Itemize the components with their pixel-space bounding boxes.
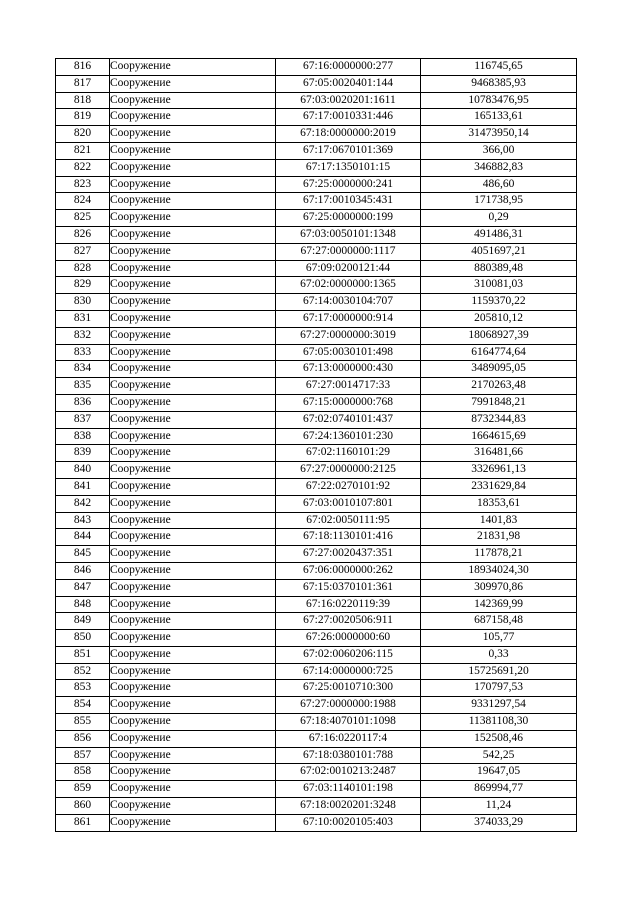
table-row xyxy=(56,277,577,294)
object-type-cell: Сооружение xyxy=(110,462,276,479)
cadastral-value-cell: 15725691,20 xyxy=(421,663,577,680)
object-type-cell: Сооружение xyxy=(110,92,276,109)
cadastral-number-cell: 67:03:0050101:1348 xyxy=(276,226,421,243)
cadastral-value-cell: 8732344,83 xyxy=(421,411,577,428)
cadastral-value-cell: 486,60 xyxy=(421,176,577,193)
cadastral-number-cell: 67:26:0000000:60 xyxy=(276,630,421,647)
table-row xyxy=(56,596,577,613)
cadastral-value-cell: 11381108,30 xyxy=(421,714,577,731)
cadastral-number-cell: 67:03:0010107:801 xyxy=(276,495,421,512)
row-number-cell: 842 xyxy=(56,495,110,512)
cadastral-value-cell: 0,33 xyxy=(421,646,577,663)
table-row xyxy=(56,462,577,479)
table-row xyxy=(56,781,577,798)
object-type-cell: Сооружение xyxy=(110,126,276,143)
row-number-cell: 837 xyxy=(56,411,110,428)
cadastral-value-cell: 18068927,39 xyxy=(421,327,577,344)
cadastral-value-cell: 3326961,13 xyxy=(421,462,577,479)
cadastral-value-cell: 105,77 xyxy=(421,630,577,647)
table-row xyxy=(56,75,577,92)
cadastral-number-cell: 67:18:1130101:416 xyxy=(276,529,421,546)
object-type-cell: Сооружение xyxy=(110,310,276,327)
table-row xyxy=(56,747,577,764)
table-row xyxy=(56,814,577,831)
object-type-cell: Сооружение xyxy=(110,428,276,445)
cadastral-number-cell: 67:17:0010331:446 xyxy=(276,109,421,126)
cadastral-number-cell: 67:24:1360101:230 xyxy=(276,428,421,445)
table-row xyxy=(56,428,577,445)
object-type-cell: Сооружение xyxy=(110,109,276,126)
row-number-cell: 826 xyxy=(56,226,110,243)
cadastral-number-cell: 67:17:1350101:15 xyxy=(276,159,421,176)
cadastral-number-cell: 67:03:1140101:198 xyxy=(276,781,421,798)
cadastral-value-cell: 542,25 xyxy=(421,747,577,764)
cadastral-value-cell: 152508,46 xyxy=(421,730,577,747)
row-number-cell: 857 xyxy=(56,747,110,764)
object-type-cell: Сооружение xyxy=(110,680,276,697)
cadastral-number-cell: 67:27:0014717:33 xyxy=(276,378,421,395)
row-number-cell: 843 xyxy=(56,512,110,529)
row-number-cell: 831 xyxy=(56,310,110,327)
table-row xyxy=(56,730,577,747)
table-row xyxy=(56,327,577,344)
object-type-cell: Сооружение xyxy=(110,411,276,428)
cadastral-value-cell: 205810,12 xyxy=(421,310,577,327)
row-number-cell: 861 xyxy=(56,814,110,831)
cadastral-value-cell: 366,00 xyxy=(421,142,577,159)
cadastral-number-cell: 67:10:0020105:403 xyxy=(276,814,421,831)
object-type-cell: Сооружение xyxy=(110,714,276,731)
cadastral-value-cell: 171738,95 xyxy=(421,193,577,210)
object-type-cell: Сооружение xyxy=(110,478,276,495)
object-type-cell: Сооружение xyxy=(110,260,276,277)
row-number-cell: 841 xyxy=(56,478,110,495)
object-type-cell: Сооружение xyxy=(110,562,276,579)
cadastral-number-cell: 67:22:0270101:92 xyxy=(276,478,421,495)
cadastral-number-cell: 67:02:1160101:29 xyxy=(276,445,421,462)
object-type-cell: Сооружение xyxy=(110,814,276,831)
cadastral-value-cell: 1401,83 xyxy=(421,512,577,529)
object-type-cell: Сооружение xyxy=(110,596,276,613)
property-registry-table xyxy=(55,58,577,832)
object-type-cell: Сооружение xyxy=(110,361,276,378)
table-row xyxy=(56,646,577,663)
cadastral-value-cell: 3489095,05 xyxy=(421,361,577,378)
object-type-cell: Сооружение xyxy=(110,764,276,781)
table-row xyxy=(56,663,577,680)
row-number-cell: 854 xyxy=(56,697,110,714)
cadastral-number-cell: 67:16:0220117:4 xyxy=(276,730,421,747)
cadastral-number-cell: 67:02:0060206:115 xyxy=(276,646,421,663)
object-type-cell: Сооружение xyxy=(110,226,276,243)
row-number-cell: 827 xyxy=(56,243,110,260)
table-row xyxy=(56,159,577,176)
object-type-cell: Сооружение xyxy=(110,697,276,714)
cadastral-value-cell: 310081,03 xyxy=(421,277,577,294)
cadastral-value-cell: 4051697,21 xyxy=(421,243,577,260)
object-type-cell: Сооружение xyxy=(110,59,276,76)
object-type-cell: Сооружение xyxy=(110,176,276,193)
cadastral-value-cell: 117878,21 xyxy=(421,546,577,563)
table-row xyxy=(56,361,577,378)
cadastral-number-cell: 67:15:0000000:768 xyxy=(276,394,421,411)
row-number-cell: 825 xyxy=(56,210,110,227)
cadastral-number-cell: 67:06:0000000:262 xyxy=(276,562,421,579)
cadastral-value-cell: 116745,65 xyxy=(421,59,577,76)
cadastral-number-cell: 67:05:0030101:498 xyxy=(276,344,421,361)
cadastral-number-cell: 67:15:0370101:361 xyxy=(276,579,421,596)
cadastral-value-cell: 491486,31 xyxy=(421,226,577,243)
cadastral-value-cell: 309970,86 xyxy=(421,579,577,596)
row-number-cell: 852 xyxy=(56,663,110,680)
row-number-cell: 816 xyxy=(56,59,110,76)
object-type-cell: Сооружение xyxy=(110,75,276,92)
cadastral-value-cell: 880389,48 xyxy=(421,260,577,277)
cadastral-value-cell: 687158,48 xyxy=(421,613,577,630)
table-row xyxy=(56,562,577,579)
object-type-cell: Сооружение xyxy=(110,663,276,680)
row-number-cell: 845 xyxy=(56,546,110,563)
table-row xyxy=(56,210,577,227)
row-number-cell: 847 xyxy=(56,579,110,596)
cadastral-number-cell: 67:14:0030104:707 xyxy=(276,294,421,311)
table-row xyxy=(56,226,577,243)
object-type-cell: Сооружение xyxy=(110,294,276,311)
object-type-cell: Сооружение xyxy=(110,646,276,663)
cadastral-value-cell: 0,29 xyxy=(421,210,577,227)
row-number-cell: 856 xyxy=(56,730,110,747)
cadastral-number-cell: 67:25:0000000:241 xyxy=(276,176,421,193)
cadastral-number-cell: 67:16:0000000:277 xyxy=(276,59,421,76)
object-type-cell: Сооружение xyxy=(110,277,276,294)
table-row xyxy=(56,495,577,512)
cadastral-number-cell: 67:05:0020401:144 xyxy=(276,75,421,92)
table-row xyxy=(56,394,577,411)
row-number-cell: 817 xyxy=(56,75,110,92)
object-type-cell: Сооружение xyxy=(110,630,276,647)
cadastral-number-cell: 67:09:0200121:44 xyxy=(276,260,421,277)
table-row xyxy=(56,310,577,327)
cadastral-number-cell: 67:17:0010345:431 xyxy=(276,193,421,210)
table-row xyxy=(56,411,577,428)
object-type-cell: Сооружение xyxy=(110,327,276,344)
cadastral-number-cell: 67:27:0000000:3019 xyxy=(276,327,421,344)
cadastral-value-cell: 18353,61 xyxy=(421,495,577,512)
cadastral-value-cell: 165133,61 xyxy=(421,109,577,126)
table-row xyxy=(56,764,577,781)
cadastral-number-cell: 67:13:0000000:430 xyxy=(276,361,421,378)
cadastral-value-cell: 9468385,93 xyxy=(421,75,577,92)
object-type-cell: Сооружение xyxy=(110,529,276,546)
row-number-cell: 828 xyxy=(56,260,110,277)
object-type-cell: Сооружение xyxy=(110,579,276,596)
cadastral-number-cell: 67:25:0000000:199 xyxy=(276,210,421,227)
row-number-cell: 858 xyxy=(56,764,110,781)
cadastral-value-cell: 1664615,69 xyxy=(421,428,577,445)
cadastral-value-cell: 10783476,95 xyxy=(421,92,577,109)
object-type-cell: Сооружение xyxy=(110,445,276,462)
object-type-cell: Сооружение xyxy=(110,394,276,411)
cadastral-number-cell: 67:17:0000000:914 xyxy=(276,310,421,327)
table-row xyxy=(56,59,577,76)
table-row xyxy=(56,714,577,731)
row-number-cell: 823 xyxy=(56,176,110,193)
table-row xyxy=(56,243,577,260)
cadastral-number-cell: 67:27:0000000:1117 xyxy=(276,243,421,260)
cadastral-value-cell: 374033,29 xyxy=(421,814,577,831)
object-type-cell: Сооружение xyxy=(110,378,276,395)
table-row xyxy=(56,613,577,630)
cadastral-number-cell: 67:27:0020437:351 xyxy=(276,546,421,563)
table-row xyxy=(56,260,577,277)
object-type-cell: Сооружение xyxy=(110,546,276,563)
cadastral-number-cell: 67:16:0220119:39 xyxy=(276,596,421,613)
row-number-cell: 822 xyxy=(56,159,110,176)
row-number-cell: 839 xyxy=(56,445,110,462)
row-number-cell: 829 xyxy=(56,277,110,294)
cadastral-value-cell: 19647,05 xyxy=(421,764,577,781)
cadastral-value-cell: 1159370,22 xyxy=(421,294,577,311)
table-row xyxy=(56,126,577,143)
cadastral-number-cell: 67:18:0020201:3248 xyxy=(276,798,421,815)
table-row xyxy=(56,546,577,563)
row-number-cell: 851 xyxy=(56,646,110,663)
cadastral-number-cell: 67:02:0000000:1365 xyxy=(276,277,421,294)
object-type-cell: Сооружение xyxy=(110,747,276,764)
cadastral-value-cell: 170797,53 xyxy=(421,680,577,697)
table-row xyxy=(56,798,577,815)
row-number-cell: 838 xyxy=(56,428,110,445)
table-row xyxy=(56,92,577,109)
row-number-cell: 860 xyxy=(56,798,110,815)
cadastral-value-cell: 142369,99 xyxy=(421,596,577,613)
table-row xyxy=(56,680,577,697)
row-number-cell: 853 xyxy=(56,680,110,697)
row-number-cell: 840 xyxy=(56,462,110,479)
cadastral-value-cell: 11,24 xyxy=(421,798,577,815)
row-number-cell: 834 xyxy=(56,361,110,378)
row-number-cell: 848 xyxy=(56,596,110,613)
row-number-cell: 832 xyxy=(56,327,110,344)
cadastral-value-cell: 18934024,30 xyxy=(421,562,577,579)
row-number-cell: 819 xyxy=(56,109,110,126)
row-number-cell: 859 xyxy=(56,781,110,798)
object-type-cell: Сооружение xyxy=(110,495,276,512)
table-row xyxy=(56,445,577,462)
table-row xyxy=(56,630,577,647)
table-row xyxy=(56,478,577,495)
cadastral-number-cell: 67:27:0020506:911 xyxy=(276,613,421,630)
object-type-cell: Сооружение xyxy=(110,781,276,798)
cadastral-value-cell: 2331629,84 xyxy=(421,478,577,495)
table-row xyxy=(56,294,577,311)
cadastral-number-cell: 67:17:0670101:369 xyxy=(276,142,421,159)
object-type-cell: Сооружение xyxy=(110,344,276,361)
table-row xyxy=(56,697,577,714)
row-number-cell: 846 xyxy=(56,562,110,579)
table-row xyxy=(56,378,577,395)
object-type-cell: Сооружение xyxy=(110,730,276,747)
table-row xyxy=(56,176,577,193)
row-number-cell: 818 xyxy=(56,92,110,109)
table-row xyxy=(56,109,577,126)
cadastral-number-cell: 67:02:0050111:95 xyxy=(276,512,421,529)
cadastral-value-cell: 31473950,14 xyxy=(421,126,577,143)
table-row xyxy=(56,512,577,529)
row-number-cell: 830 xyxy=(56,294,110,311)
object-type-cell: Сооружение xyxy=(110,243,276,260)
cadastral-number-cell: 67:27:0000000:2125 xyxy=(276,462,421,479)
cadastral-value-cell: 869994,77 xyxy=(421,781,577,798)
registry-table-body xyxy=(56,59,577,832)
cadastral-number-cell: 67:25:0010710:300 xyxy=(276,680,421,697)
cadastral-number-cell: 67:03:0020201:1611 xyxy=(276,92,421,109)
row-number-cell: 844 xyxy=(56,529,110,546)
row-number-cell: 850 xyxy=(56,630,110,647)
cadastral-value-cell: 6164774,64 xyxy=(421,344,577,361)
object-type-cell: Сооружение xyxy=(110,142,276,159)
cadastral-value-cell: 21831,98 xyxy=(421,529,577,546)
row-number-cell: 849 xyxy=(56,613,110,630)
cadastral-value-cell: 9331297,54 xyxy=(421,697,577,714)
object-type-cell: Сооружение xyxy=(110,613,276,630)
cadastral-number-cell: 67:18:0000000:2019 xyxy=(276,126,421,143)
cadastral-value-cell: 7991848,21 xyxy=(421,394,577,411)
table-row xyxy=(56,344,577,361)
cadastral-number-cell: 67:18:0380101:788 xyxy=(276,747,421,764)
table-row xyxy=(56,579,577,596)
cadastral-number-cell: 67:02:0010213:2487 xyxy=(276,764,421,781)
row-number-cell: 855 xyxy=(56,714,110,731)
cadastral-value-cell: 2170263,48 xyxy=(421,378,577,395)
row-number-cell: 833 xyxy=(56,344,110,361)
object-type-cell: Сооружение xyxy=(110,193,276,210)
table-row xyxy=(56,529,577,546)
table-row xyxy=(56,193,577,210)
row-number-cell: 821 xyxy=(56,142,110,159)
row-number-cell: 836 xyxy=(56,394,110,411)
cadastral-value-cell: 316481,66 xyxy=(421,445,577,462)
object-type-cell: Сооружение xyxy=(110,798,276,815)
object-type-cell: Сооружение xyxy=(110,159,276,176)
object-type-cell: Сооружение xyxy=(110,512,276,529)
row-number-cell: 835 xyxy=(56,378,110,395)
cadastral-number-cell: 67:14:0000000:725 xyxy=(276,663,421,680)
row-number-cell: 820 xyxy=(56,126,110,143)
cadastral-number-cell: 67:02:0740101:437 xyxy=(276,411,421,428)
row-number-cell: 824 xyxy=(56,193,110,210)
cadastral-number-cell: 67:18:4070101:1098 xyxy=(276,714,421,731)
table-row xyxy=(56,142,577,159)
object-type-cell: Сооружение xyxy=(110,210,276,227)
cadastral-value-cell: 346882,83 xyxy=(421,159,577,176)
cadastral-number-cell: 67:27:0000000:1988 xyxy=(276,697,421,714)
